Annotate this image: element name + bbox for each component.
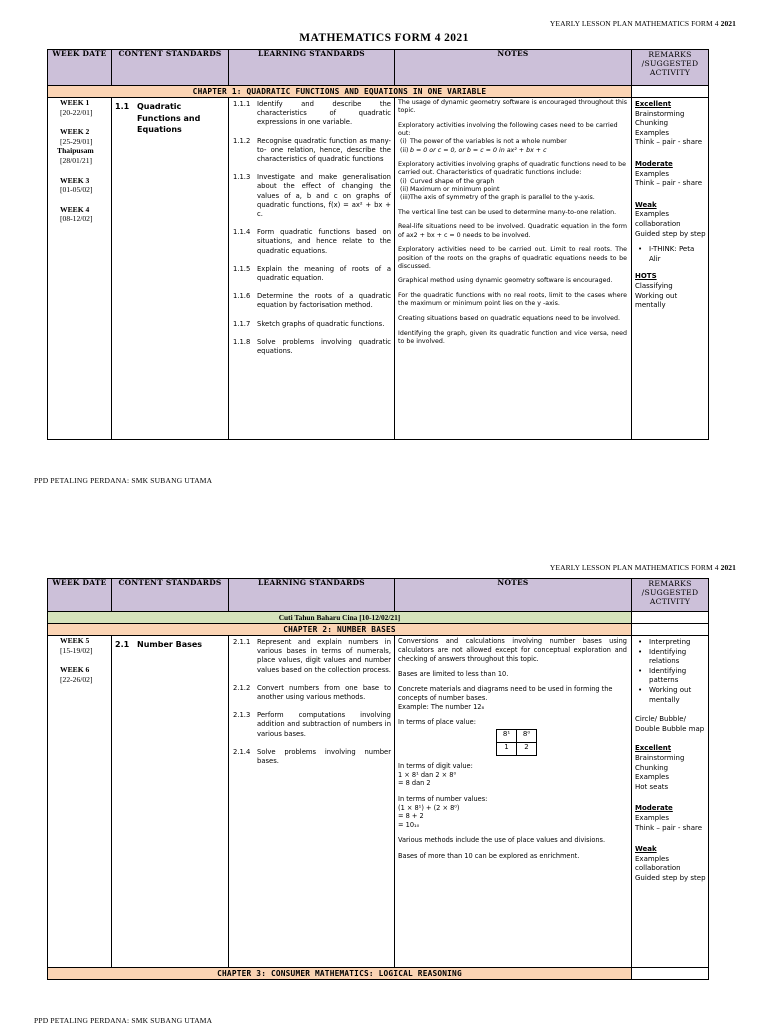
chapter-heading: CHAPTER 3: CONSUMER MATHEMATICS: LOGICAL REASONING: [48, 968, 632, 980]
table-row: [48, 636, 709, 968]
list-item: 2.1.3 Perform computations involving addition and subtraction of numbers in various bases.: [233, 711, 391, 738]
header-learning-standards: LEARNING STANDARDS: [229, 579, 395, 612]
chapter-heading: CHAPTER 2: NUMBER BASES: [48, 624, 632, 636]
list-item: 1.1.3 Investigate and make generalisation about the effect of changing the values of a, b and c on graphs of quadratic functions, f(x) = ax² + bx + c.: [233, 173, 391, 219]
page-2: [0, 555, 768, 1024]
header-remarks: REMARKS /SUGGESTED ACTIVITY: [632, 50, 709, 86]
holiday-banner-blank: [632, 612, 709, 624]
list-item: 1.1.4 Form quadratic functions based on situations, and hence relate to the quadratic equations.: [233, 228, 391, 255]
page-footer: PPD PETALING PERDANA: SMK SUBANG UTAMA: [34, 1016, 213, 1024]
list-item: 2.1.1 Represent and explain numbers in various bases in terms of numerals, place values, digit values and number values based on the collection process.: [233, 638, 391, 674]
bullet-icon: •: [638, 245, 643, 254]
running-head: YEARLY LESSON PLAN MATHEMATICS FORM 4 2021: [549, 563, 736, 572]
header-week-date: WEEK DATE: [48, 50, 112, 86]
chapter-heading-blank: [632, 624, 709, 636]
week-dates: WEEK 1 [20-22/01] WEEK 2 [25-29/01] Thaipusam [28/01/21] WEEK 3 [01-05/02] WEEK 4 [08-12/02]: [48, 98, 112, 440]
running-head: YEARLY LESSON PLAN MATHEMATICS FORM 4 2021: [549, 19, 736, 28]
header-notes: NOTES: [395, 50, 632, 86]
bullet-icon: •: [638, 638, 643, 646]
header-row: [48, 50, 709, 86]
notes: The usage of dynamic geometry software is encouraged throughout this topic. Exploratory activities involving the following cases need to be carried out: (i) The power of the variables is not a whole number (ii) b = 0 or c = 0, or b = c = 0 in ax² + bx + c Exploratory activities involving graphs of quadratic functions need to be carried out. Characteristics of quadratic functions include: (i) Curved shape of the graph (ii) Maximum or minimum point (iii) The axis of symmetry of the graph is parallel to the y-axis. The vertical line test can be used to determine many-to-one relation. Real-life situations need to be involved. Quadratic equation in the form of ax2 + bx + c = 0 needs to be involved. Exploratory activities need to be carried out. Limit to real roots. The position of the roots on the graphs of quadratic equations needs to be discussed. Graphical method using dynamic geometry software is encouraged. For the quadratic functions with no real roots, limit to the cases where the maximum or minimum point lies on the y -axis. Creating situations based on quadratic equations need to be involved. Identifying the graph, given its quadratic function and vice versa, need to be involved.: [395, 98, 632, 440]
list-item: 2.1.4 Solve problems involving number bases.: [233, 747, 391, 766]
lesson-plan-table: [47, 578, 709, 980]
document-title: MATHEMATICS FORM 4 2021: [299, 32, 469, 44]
list-item: 1.1.1 Identify and describe the characteristics of quadratic expressions in one variable.: [233, 100, 391, 127]
header-learning-standards: LEARNING STANDARDS: [229, 50, 395, 86]
list-item: 1.1.8 Solve problems involving quadratic equations.: [233, 337, 391, 356]
learning-standards: [229, 98, 395, 440]
learning-standards: [229, 636, 395, 968]
remarks: Excellent Brainstorming Chunking Examples Think – pair - share Moderate Examples Think – pair - share Weak Examples collaboration Guided step by step • I-THINK: Peta Alir HOTS Classifying Working out mentally: [632, 98, 709, 440]
bullet-icon: •: [638, 647, 643, 656]
content-standard: 1.1 Quadratic Functions and Equations: [112, 98, 229, 440]
place-value-table: 8¹ 8⁰ 1 2: [496, 729, 537, 756]
page-footer: PPD PETALING PERDANA: SMK SUBANG UTAMA: [34, 476, 213, 485]
list-item: 1.1.2 Recognise quadratic function as many-to- one relation, hence, describe the characteristics of quadratic functions: [233, 136, 391, 164]
header-row: [48, 579, 709, 612]
chapter-heading-blank: [632, 968, 709, 980]
page-1: [0, 0, 768, 500]
table-row: [48, 98, 709, 440]
header-notes: NOTES: [395, 579, 632, 612]
bullet-icon: •: [638, 685, 643, 694]
week-dates: WEEK 5 [15-19/02] WEEK 6 [22-26/02]: [48, 636, 112, 968]
header-content-standards: CONTENT STANDARDS: [112, 50, 229, 86]
bullet-icon: •: [638, 666, 643, 675]
list-item: 1.1.5 Explain the meaning of roots of a quadratic equation.: [233, 264, 391, 283]
chapter-heading-blank: [632, 86, 709, 98]
header-content-standards: CONTENT STANDARDS: [112, 579, 229, 612]
list-item: 1.1.7 Sketch graphs of quadratic functions.: [233, 319, 385, 328]
lesson-plan-table: [47, 49, 709, 440]
holiday-banner: Cuti Tahun Baharu Cina [10-12/02/21]: [48, 612, 632, 624]
list-item: 1.1.6 Determine the roots of a quadratic equation by factorisation method.: [233, 292, 391, 310]
content-standard: 2.1 Number Bases: [112, 636, 229, 968]
header-week-date: WEEK DATE: [48, 579, 112, 612]
list-item: 2.1.2 Convert numbers from one base to another using various methods.: [233, 683, 391, 702]
chapter-heading: CHAPTER 1: QUADRATIC FUNCTIONS AND EQUATIONS IN ONE VARIABLE: [48, 86, 632, 98]
notes: Conversions and calculations involving number bases using calculators are not allowed except for conceptual exploration and checking of answers throughout this topic. Bases are limited to less than 10. Concrete materials and diagrams need to be used in forming the concepts of number bases. Example: The number 12₈ In terms of place value: 8¹ 8⁰ 1 2 In terms of digit value: 1 × 8¹ dan 2 × 8⁰ = 8 dan 2 In terms of number values: (1 × 8¹) + (2 × 8⁰) = 8 + 2 = 10₁₀ Various methods include the use of place values and divisions. Bases of more than 10 can be explored as enrichment.: [395, 636, 632, 968]
remarks: • Interpreting • Identifying relations • Identifying patterns • Working out mentally Circle/ Bubble/ Double Bubble map Excellent Brainstorming Chunking Examples Hot seats Moderate Examples Think – pair - share Weak Examples collaboration Guided step by step: [632, 636, 709, 968]
header-remarks: REMARKS /SUGGESTED ACTIVITY: [632, 579, 709, 612]
